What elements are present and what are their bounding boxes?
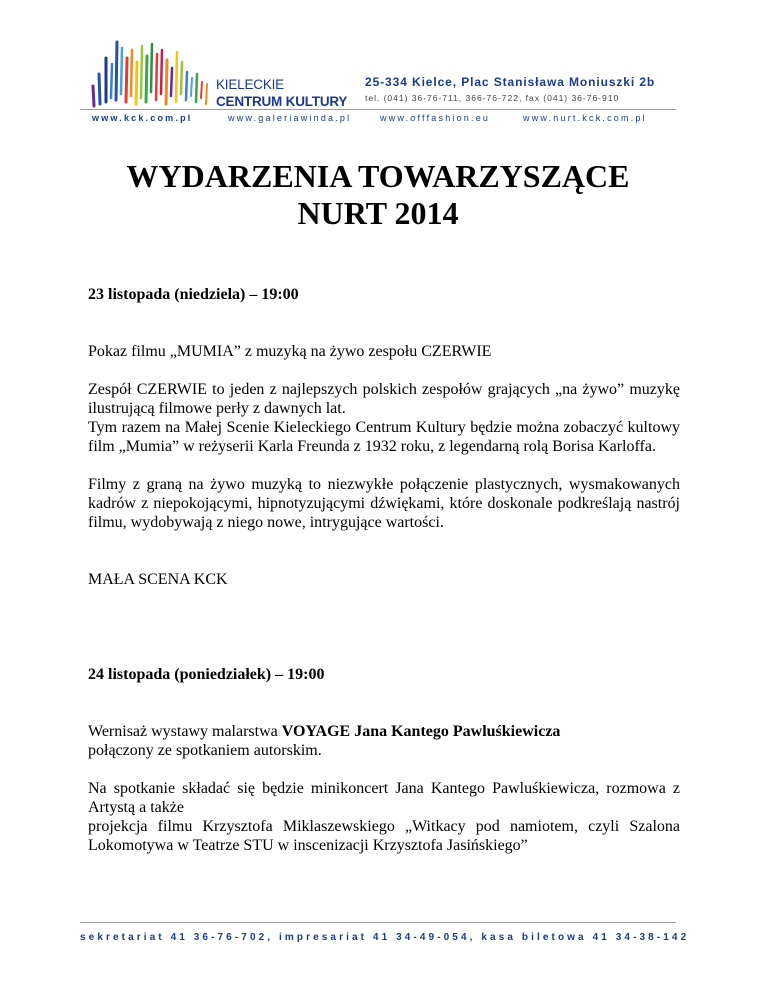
page-title <box>80 158 676 232</box>
title-line-2: NURT 2014 <box>297 195 459 231</box>
event1-venue: MAŁA SCENA KCK <box>88 571 228 588</box>
event2-headline-line2: połączony ze spotkaniem autorskim. <box>88 742 322 759</box>
event1-para2: Filmy z graną na żywo muzyką to niezwykłe połączenie plastycznych, wysmakowanych kadrów z niepokojącymi, hipnotyzującymi dźwiękami, które doskonale podkreślają nastrój filmu, wydobywają z niego nowe, intrygujące wartości. <box>88 476 680 531</box>
event1-date: 23 listopada (niedziela) – 19:00 <box>88 286 299 303</box>
event1-para1-b: Tym razem na Małej Scenie Kieleckiego Centrum Kultury będzie można zobaczyć kultowy film „Mumia” w reżyserii Karla Freunda z 1932 roku, z legendarną rolą Borisa Karloffa. <box>88 419 680 455</box>
link-nurt[interactable]: www.nurt.kck.com.pl <box>523 113 647 123</box>
event2-headline <box>88 722 680 741</box>
phone-numbers: tel. (041) 36-76-711, 366-76-722, fax (041) 36-76-910 <box>365 93 620 103</box>
logo-line-2: CENTRUM KULTURY <box>216 94 348 109</box>
link-kck[interactable]: www.kck.com.pl <box>92 113 193 123</box>
link-offfashion[interactable]: www.offfashion.eu <box>380 113 491 123</box>
event1-para1-a: Zespół CZERWIE to jeden z najlepszych polskich zespołów grających „na żywo” muzykę ilustrującą filmowe perły z dawnych lat. <box>88 381 680 417</box>
logo-line-1: KIELECKIE <box>216 77 284 92</box>
event2-date: 24 listopada (poniedziałek) – 19:00 <box>88 666 325 683</box>
address: 25-334 Kielce, Plac Stanisława Moniuszki 2b <box>365 75 656 89</box>
header-divider <box>80 109 676 110</box>
logo-wordmark <box>216 76 347 110</box>
footer-divider <box>80 922 676 923</box>
link-galeriawinda[interactable]: www.galeriawinda.pl <box>228 113 352 123</box>
event2-para1: Na spotkanie składać się będzie minikoncert Jana Kantego Pawluśkiewicza, rozmowa z Artystą a także <box>88 780 680 816</box>
title-line-1: WYDARZENIA TOWARZYSZĄCE <box>126 158 630 194</box>
event1-headline: Pokaz filmu „MUMIA” z muzyką na żywo zespołu CZERWIE <box>88 343 492 360</box>
event2-para2: projekcja filmu Krzysztofa Miklaszewskiego „Witkacy pod namiotem, czyli Szalona Lokomotywa w Teatrze STU w inscenizacji Krzysztofa Jasińskiego” <box>88 818 680 854</box>
event2-headline-prefix: Wernisaż wystawy malarstwa <box>88 723 282 740</box>
logo-bars <box>93 42 207 106</box>
event2-headline-bold: VOYAGE Jana Kantego Pawluśkiewicza <box>281 723 561 740</box>
footer-contacts: sekretariat 41 36-76-702, impresariat 41 34-49-054, kasa biletowa 41 34-38-142 <box>80 932 690 943</box>
document-body <box>88 285 680 855</box>
